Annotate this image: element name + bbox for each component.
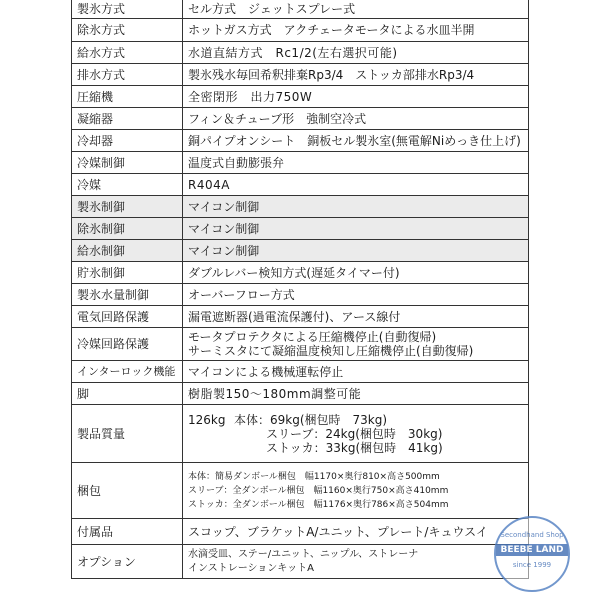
- spec-row: [72, 240, 529, 262]
- spec-row: [72, 218, 529, 240]
- row-value: [183, 405, 529, 463]
- row-value: 漏電遮断器(過電流保護付)、アース線付: [183, 306, 529, 328]
- weight-total: 126kg: [188, 412, 226, 427]
- spec-row: [72, 0, 529, 19]
- row-label: 給水制御: [72, 240, 183, 262]
- row-label: 排水方式: [72, 64, 183, 86]
- row-label: 製氷制御: [72, 196, 183, 218]
- row-label: 梱包: [72, 463, 183, 519]
- value-line: インストレーションキットA: [188, 562, 314, 574]
- weight-stocker: ストッカ：33kg(梱包時 41kg): [266, 440, 443, 455]
- value-line: サーミスタにて凝縮温度検知し圧縮機停止(自動復帰): [188, 344, 474, 358]
- row-label: 製氷水量制御: [72, 284, 183, 306]
- row-label: 凝縮器: [72, 108, 183, 130]
- spec-row: [72, 306, 529, 328]
- row-value: R404A: [183, 174, 529, 196]
- row-label: 冷媒制御: [72, 152, 183, 174]
- spec-row: [72, 108, 529, 130]
- row-value: セル方式 ジェットスプレー式: [183, 0, 529, 19]
- stamp-name: BEEBE LAND: [496, 544, 568, 556]
- spec-row: [72, 284, 529, 306]
- row-value: 温度式自動膨張弁: [183, 152, 529, 174]
- value-line: 本体：簡易ダンボール梱包 幅1170×奥行810×高さ500mm: [188, 471, 440, 482]
- row-value: マイコンによる機械運転停止: [183, 361, 529, 383]
- row-value: [183, 328, 529, 361]
- spec-row: [72, 463, 529, 519]
- row-label: オプション: [72, 545, 183, 579]
- spec-row: [72, 328, 529, 361]
- shop-stamp: [494, 516, 570, 592]
- spec-row: [72, 262, 529, 284]
- row-label: 除氷制御: [72, 218, 183, 240]
- value-line: スリーブ：全ダンボール梱包 幅1160×奥行750×高さ410mm: [188, 485, 449, 496]
- row-label: 冷媒: [72, 174, 183, 196]
- row-label: 給水方式: [72, 42, 183, 64]
- row-value: 銅パイプオンシート 銅板セル製氷室(無電解Niめっき仕上げ): [183, 130, 529, 152]
- weight-body: 本体：69kg(梱包時 73kg): [234, 412, 388, 427]
- row-label: 脚: [72, 383, 183, 405]
- spec-row: [72, 196, 529, 218]
- row-label: 冷媒回路保護: [72, 328, 183, 361]
- row-label: 製氷方式: [72, 0, 183, 19]
- value-line: モータプロテクタによる圧縮機停止(自動復帰): [188, 330, 437, 344]
- spec-row: [72, 130, 529, 152]
- row-value: 水道直結方式 Rc1/2(左右選択可能): [183, 42, 529, 64]
- row-value: [183, 545, 529, 579]
- value-line: 水滴受皿、ステー/ユニット、ニップル、ストレーナ: [188, 548, 419, 560]
- row-value: オーバーフロー方式: [183, 284, 529, 306]
- row-label: インターロック機能: [72, 361, 183, 383]
- spec-row: [72, 383, 529, 405]
- weight-sleeve: スリーブ：24kg(梱包時 30kg): [266, 426, 443, 441]
- spec-table: [71, 0, 529, 579]
- spec-row: [72, 174, 529, 196]
- spec-row: [72, 86, 529, 108]
- stamp-shop: Secondhand Shop: [500, 531, 564, 539]
- row-label: 除氷方式: [72, 19, 183, 42]
- spec-row: [72, 64, 529, 86]
- row-value: 製氷残水毎回希釈排棄Rp3/4 ストッカ部排水Rp3/4: [183, 64, 529, 86]
- row-value: 樹脂製150～180mm調整可能: [183, 383, 529, 405]
- row-label: 電気回路保護: [72, 306, 183, 328]
- row-value: マイコン制御: [183, 196, 529, 218]
- value-line: ストッカ：全ダンボール梱包 幅1176×奥行786×高さ504mm: [188, 499, 449, 510]
- row-label: 圧縮機: [72, 86, 183, 108]
- value-line: [188, 413, 523, 427]
- spec-row: [72, 42, 529, 64]
- row-label: 製品質量: [72, 405, 183, 463]
- spec-row: [72, 361, 529, 383]
- row-value: 全密閉形 出力750W: [183, 86, 529, 108]
- row-value: ダブルレバー検知方式(遅延タイマー付): [183, 262, 529, 284]
- row-value: マイコン制御: [183, 240, 529, 262]
- row-label: 冷却器: [72, 130, 183, 152]
- spec-row: [72, 152, 529, 174]
- spec-row: [72, 545, 529, 579]
- row-value: ホットガス方式 アクチェータモータによる水皿半開: [183, 19, 529, 42]
- spec-row: [72, 19, 529, 42]
- row-label: 貯氷制御: [72, 262, 183, 284]
- row-value: スコップ、ブラケットA/ユニット、プレート/キュウスイ: [183, 519, 529, 545]
- row-label: 付属品: [72, 519, 183, 545]
- row-value: フィン＆チューブ形 強制空冷式: [183, 108, 529, 130]
- spec-row: [72, 519, 529, 545]
- stamp-year: since 1999: [512, 561, 552, 569]
- row-value: マイコン制御: [183, 218, 529, 240]
- spec-row: [72, 405, 529, 463]
- row-value: [183, 463, 529, 519]
